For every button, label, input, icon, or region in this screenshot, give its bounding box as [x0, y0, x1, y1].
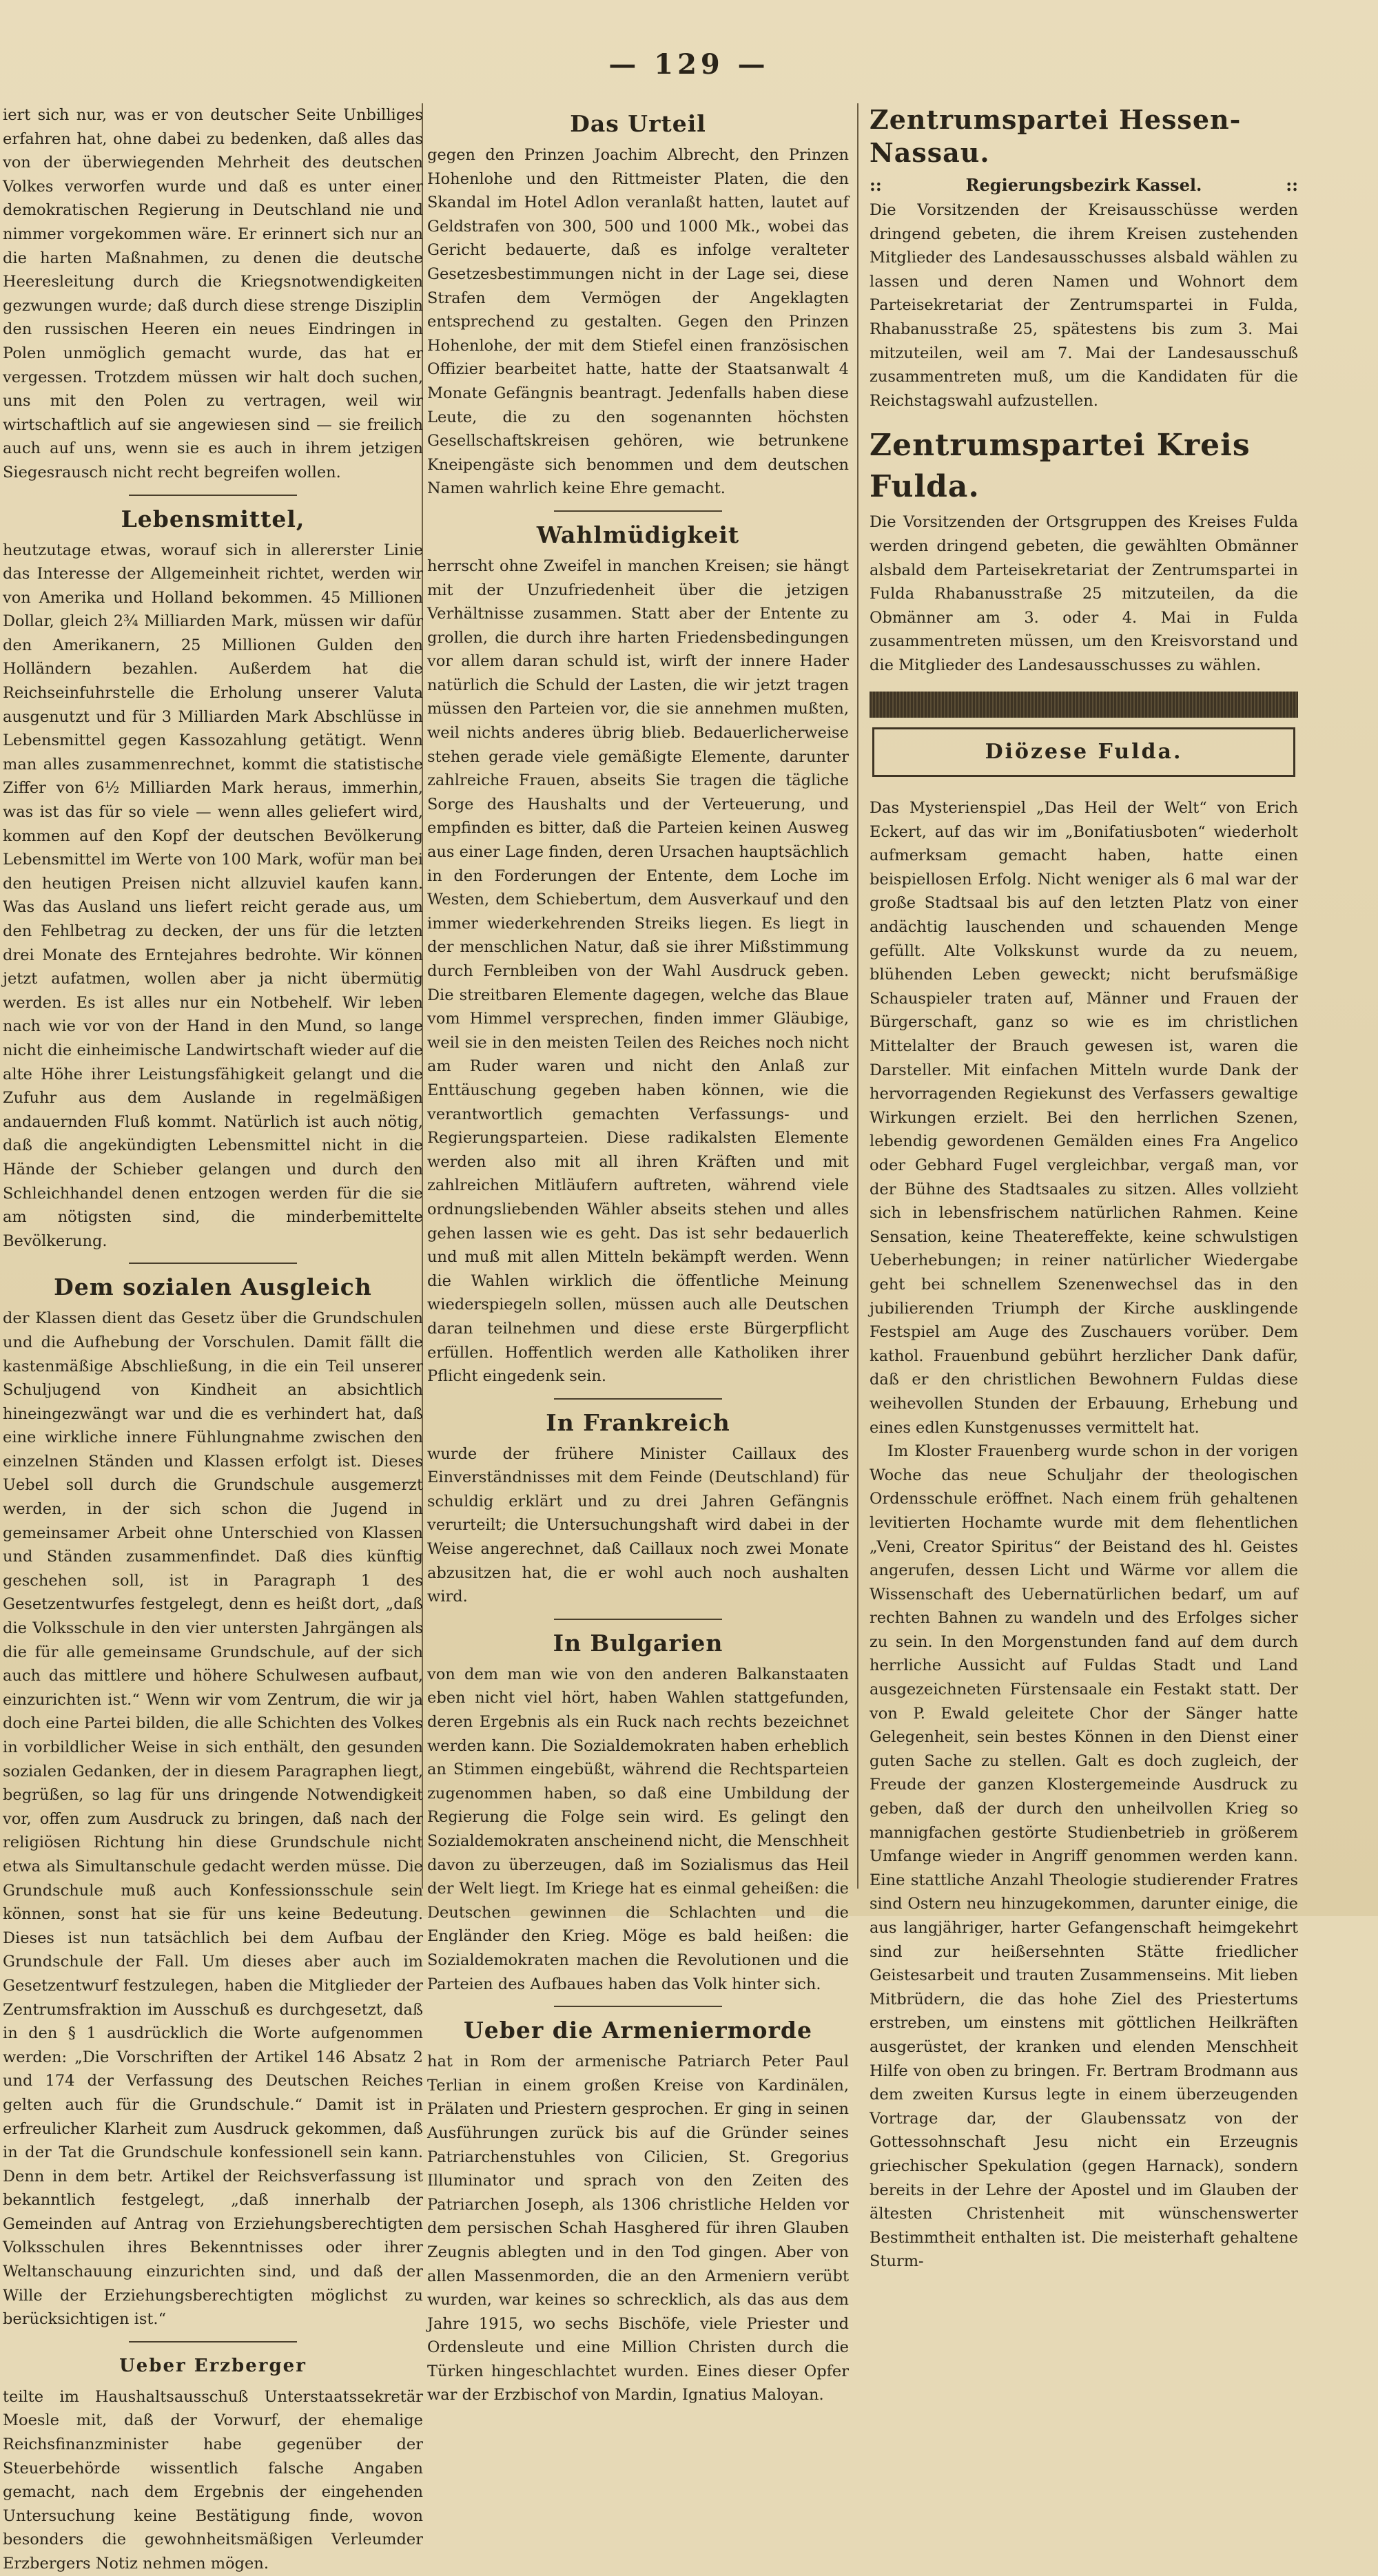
headline-erzberger: Ueber Erzberger: [119, 2355, 307, 2376]
article-lebensmittel: heutzutage etwas, worauf sich in allererster Linie das Interesse der Allgemeinheit richtet, werden wir von Amerika und Holland bekommen. 45 Millionen Dollar, gleich 2¾ Milliarden Mark, müssen wir dafür den Amerikanern, 25 Millionen Gulden den Holländern bezahlen. Außerdem hat die Reichseinfuhrstelle die Erholung unserer Valuta ausgenutzt und für 3 Milliarden Mark Abschlüsse in Lebensmittel gegen Kassozahlung getätigt. Wenn man alles zusammenrechnet, kommt die statistische Ziffer von 6½ Milliarden Mark heraus, immerhin, was ist das für so viele — wenn alles geliefert wird, kommen auf den Kopf der deutschen Bevölkerung Lebensmittel im Werte von 100 Mark, wofür man bei den heutigen Preisen nicht allzuviel kaufen kann. Was das Ausland uns liefert reicht gerade aus, um den Fehlbetrag zu decken, der uns für die letzten drei Monate des Erntejahres bedrohte. Wir können jetzt aufatmen, wollen aber ja nicht übermütig werden. Es ist alles nur ein Notbehelf. Wir leben nach wie vor von der Hand in den Mund, so lange nicht die einheimische Landwirtschaft wieder auf die alte Höhe ihrer Leistungsfähigkeit gelangt und die Zufuhr aus dem Auslande in regelmäßigen andauernden Fluß kommt. Natürlich ist auch nötig, daß die angekündigten Lebensmittel nicht in die Hände der Schieber gelangen und durch den Schleichhandel denen entzogen werden für die sie am nötigsten sind, die minderbemittelte Bevölkerung.: [3, 541, 423, 1250]
column-1: [0, 103, 423, 2573]
column-2: [427, 103, 849, 2404]
headline-frankreich: In Frankreich: [546, 1409, 730, 1436]
section-box-dioezese-fulda: [872, 727, 1295, 778]
column-rule-2: [857, 103, 858, 1889]
headline-sozialer-ausgleich: Dem sozialen Ausgleich: [54, 1274, 372, 1301]
notice-zentrum-hessen-nassau: Die Vorsitzenden der Kreisausschüsse werden dringend gebeten, die ihrem Kreisen zustehenden Mitglieder des Landesausschusses alsbald wählen zu lassen und deren Namen und Wohnort dem Parteisekretariat der Zentrumspartei in Fulda, Rhabanusstraße 25, spätestens bis zum 3. Mai mitzuteilen, weil am 7. Mai der Landesausschuß zusammentreten muß, um die Kandidaten für die Reichstagswahl aufzustellen.: [870, 201, 1298, 410]
article-frankreich: wurde der frühere Minister Caillaux des Einverständnisses mit dem Feinde (Deutschland) für schuldig erklärt und zu drei Jahren Gefängnis verurteilt; die Untersuchungshaft wird dabei in der Weise angerechnet, daß Caillaux noch zwei Monate abzusitzen hat, die er wohl auch noch aushalten wird.: [427, 1444, 849, 1606]
article-sozialer-ausgleich: der Klassen dient das Gesetz über die Grundschulen und die Aufhebung der Vorschulen. Damit fällt die kastenmäßige Abschließung, in die ein Teil unserer Schuljugend von Kindheit an absichtlich hineingezwängt war und die es verhindert hat, daß eine wirkliche innere Fühlungnahme zwischen den einzelnen Ständen und Klassen erfolgt ist. Dieses Uebel soll durch die Grundschule ausgemerzt werden, in der sich schon die Jugend in gemeinsamer Arbeit ohne Unterschied von Klassen und Ständen zusammenfindet. Daß dies künftig geschehen soll, ist in Paragraph 1 des Gesetzentwurfes festgelegt, denn es heißt dort, „daß die Volksschule in den vier untersten Jahrgängen als die für alle gemeinsame Grundschule, auf der sich auch das mittlere und höhere Schulwesen aufbaut, einzurichten ist.“ Wenn wir vom Zentrum, die wir ja doch eine Partei bilden, die alle Schichten des Volkes in vorbildlicher Weise in sich enthält, den gesunden sozialen Gedanken, der in diesem Paragraphen liegt, begrüßen, so lag für uns dringende Notwendigkeit vor, offen zum Ausdruck zu bringen, daß nach der religiösen Richtung hin diese Grundschule nicht etwa als Simultanschule gedacht werden müsse. Die Grundschule muß auch Konfessionsschule sein können, sonst hat sie für uns keine Bedeutung. Dieses ist nun tatsächlich bei dem Aufbau der Grundschule der Fall. Um dieses aber auch im Gesetzentwurf festzulegen, haben die Mitglieder der Zentrumsfraktion im Ausschuß es durchgesetzt, daß in den § 1 ausdrücklich die Worte aufgenommen werden: „Die Vorschriften der Artikel 146 Absatz 2 und 174 der Verfassung des Deutschen Reiches gelten auch für die Grundschule.“ Damit ist in erfreulicher Klarheit zum Ausdruck gekommen, daß in der Tat die Grundschule konfessionell sein kann. Denn in dem betr. Artikel der Reichsverfassung ist bekanntlich festgelegt, „daß innerhalb der Gemeinden auf Antrag von Erziehungsberechtigten Volksschulen ihres Bekenntnisses oder ihrer Weltanschauung einzurichten sind, und daß der Wille der Erziehungsberechtigten möglichst zu berücksichtigen ist.“: [3, 1309, 423, 2329]
separator: [554, 510, 723, 512]
article-armeniermorde: hat in Rom der armenische Patriarch Peter Paul Terlian in einem großen Kreise von Kardinälen, Prälaten und Priestern gesprochen. Er ging in seinen Ausführungen zurück bis auf die Gründer seines Patriarchenstuhles von Cilicien, St. Gregorius Illuminator und sprach von den Zeiten des Patriarchen Joseph, als 1306 christliche Helden vor dem persischen Schah Hasghered für ihren Glauben Zeugnis ablegten und in den Tod gingen. Aber von allen Massenmorden, die an den Armeniern verübt wurden, war keines so schrecklich, als das aus dem Jahre 1915, wo sechs Bischöfe, viele Priester und Ordensleute und eine Million Christen durch die Türken hingeschlachtet wurden. Eines dieser Opfer war der Erzbischof von Mardin, Ignatius Maloyan.: [427, 2053, 849, 2404]
separator: [554, 1398, 723, 1400]
decorative-band: [870, 692, 1298, 718]
article-erzberger: teilte im Haushaltsausschuß Unterstaatssekretär Moesle mit, daß der Vorwurf, der ehemalige Reichsfinanzminister habe gegenüber der Steuerbehörde wissentlich falsche Angaben gemacht, nach dem Ergebnis der eingehenden Untersuchung keine Bestätigung finde, wovon besonders die gewohnheitsmäßigen Verleumder Erzbergers Notiz nehmen mögen.: [3, 2387, 423, 2573]
separator: [129, 1263, 297, 1264]
headline-urteil: Das Urteil: [570, 110, 706, 137]
decor-marker-right: ::: [1286, 175, 1298, 195]
article-kloster-frauenberg: Im Kloster Frauenberg wurde schon in der vorigen Woche das neue Schuljahr der theologischen Ordensschule eröffnet. Nach einem früh gehaltenen levitierten Hochamte wurde mit dem flehentlichen „Veni, Creator Spiritus“ der Beistand des hl. Geistes angerufen, dessen Licht und Wärme vor allem die Wissenschaft des Uebernatürlichen bedarf, um auf rechten Bahnen zu wandeln und des Erfolges sicher zu sein. In den Morgenstunden fand auf dem durch herrliche Aussicht auf Fuldas Stadt und Land ausgezeichneten Fürstensaale ein Festakt statt. Der von P. Ewald geleitete Chor der Sänger hatte Gelegenheit, sein bestes Können in den Dienst einer guten Sache zu stellen. Galt es doch zugleich, der Freude der ganzen Klostergemeinde Ausdruck zu geben, daß der durch den unheilvollen Krieg so mannigfachen gestörte Studienbetrieb in größerem Umfange wieder in Angriff genommen werden kann. Eine stattliche Anzahl Theologie studierender Fratres sind Ostern neu hinzugekommen, darunter einige, die aus langjähriger, harter Gefangenschaft heimgekehrt sind zur heißersehnten Stätte friedlicher Geistesarbeit und trauten Zusammenseins. Mit lieben Mitbrüdern, die das hohe Ziel des Priestertums erstreben, um einstens mit göttlichen Heilkräften ausgerüstet, der kranken und elenden Menschheit Hilfe von oben zu bringen. Fr. Bertram Brodmann aus dem zweiten Kursus legte in einem überzeugenden Vortrage dar, der Glaubenssatz von der Gottessohnschaft Jesu nicht ein Erzeugnis griechischer Spekulation (gegen Harnack), sondern bereits in der Lehre der Apostel und im Glauben der ältesten Christenheit mit wünschenswerter Bestimmtheit enthalten ist. Die meisterhaft gehaltene Sturm-: [870, 1442, 1298, 2271]
section-title: Diözese Fulda.: [985, 739, 1183, 764]
separator: [554, 2006, 723, 2007]
headline-bulgarien: In Bulgarien: [553, 1629, 723, 1656]
decor-marker-left: ::: [870, 175, 882, 195]
headline-lebensmittel: Lebensmittel,: [121, 505, 305, 532]
article-mysterienspiel: Das Mysterienspiel „Das Heil der Welt“ von Erich Eckert, auf das wir im „Bonifatiusboten“ wiederholt aufmerksam gemacht haben, hatte einen beispiellosen Erfolg. Nicht weniger als 6 mal war der große Stadtsaal bis auf den letzten Platz von einer andächtig lauschenden und schauenden Menge gefüllt. Alte Volkskunst wurde da zu neuem, blühenden Leben geweckt; nicht berufsmäßige Schauspieler traten auf, Männer und Frauen der Bürgerschaft, ganz so wie es im christlichen Mittelalter der Brauch gewesen ist, waren die Darsteller. Mit einfachen Mitteln wurde Dank der hervorragenden Regiekunst des Verfassers gewaltige Wirkungen erzielt. Bei den herrlichen Szenen, lebendig gewordenen Gemälden eines Fra Angelico oder Gebhard Fugel vergleichbar, vergaß man, vor der Bühne des Stadtsaales zu sitzen. Alles vollzieht sich in lebensfrischem natürlichen Rahmen. Keine Sensation, keine Theatereffekte, keine schwulstigen Ueberhebungen; in reiner natürlicher Wiedergabe geht bei schnellem Szenenwechsel das in den jubilierenden Triumph der Kirche ausklingende Festspiel am Auge des Zuschauers vorüber. Dem kathol. Frauenbund gebührt herzlicher Dank dafür, daß er den christlichen Bewohnern Fuldas diese weihevollen Stunden der Erbauung, Erhebung und eines edlen Kunstgenusses vermittelt hat.: [870, 799, 1298, 1437]
article-wahlmuedigkeit: herrscht ohne Zweifel in manchen Kreisen; sie hängt mit der Unzufriedenheit über die jetzigen Verhältnisse zusammen. Statt aber der Entente zu grollen, die durch ihre harten Friedensbedingungen vor allem daran schuld ist, wirft der innere Hader natürlich die Schuld der Lasten, die wir jetzt tragen müssen den Parteien vor, die sie annehmen mußten, weil nichts anderes übrig blieb. Bedauerlicherweise stehen gerade viele gemäßigte Elemente, darunter zahlreiche Frauen, abseits Sie tragen die tägliche Sorge des Haushalts und der Verteuerung, und empfinden es bitter, daß die Parteien keinen Ausweg aus einer Lage finden, deren Ursachen hauptsächlich in den Forderungen der Entente, dem Loche im Westen, dem Schiebertum, dem Ausverkauf und den immer wiederkehrenden Streiks liegen. Es liegt in der menschlichen Natur, daß sie ihrer Mißstimmung durch Fernbleiben von der Wahl Ausdruck geben. Die streitbaren Elemente dagegen, welche das Blaue vom Himmel versprechen, finden immer Gläubige, weil sie in den meisten Teilen des Reiches noch nicht am Ruder waren und nicht den Anlaß zur Enttäuschung gegeben haben können, wie die verantwortlich gemachten Verfassungs- und Regierungsparteien. Diese radikalsten Elemente werden also mit all ihren Kräften und mit zahlreichen Mitläufern auftreten, während viele ordnungsliebenden Wähler abseits stehen und alles gehen lassen wie es geht. Das ist sehr bedauerlich und muß mit allen Mitteln bekämpft werden. Wenn die Wahlen wirklich die öffentliche Meinung wiederspiegeln sollen, müssen auch alle Deutschen daran teilnehmen und diese erste Bürgerpflicht erfüllen. Hoffentlich werden alle Katholiken ihrer Pflicht eingedenk sein.: [427, 557, 849, 1386]
separator: [129, 495, 297, 496]
article-continued-text: iert sich nur, was er von deutscher Seite Unbilliges erfahren hat, ohne dabei zu bedenken, daß alles das von der überwiegenden Mehrheit des deutschen Volkes verworfen wurde und daß es unter einer demokratischen Regierung in Deutschland nie und nimmer vorgekommen wäre. Er erinnert sich nur an die harten Maßnahmen, zu denen die deutsche Heeresleitung durch die Kriegsnotwendigkeiten gezwungen wurde; daß durch diese strenge Disziplin den russischen Heeren ein neues Eindringen in Polen unmöglich gemacht wurde, das hat er vergessen. Trotzdem müssen wir halt doch suchen, uns mit den Polen zu vertragen, weil wir wirtschaftlich auf sie angewiesen sind — sie freilich auch auf uns, wenn sie es auch in ihrem jetzigen Siegesrausch nicht recht begreifen wollen.: [3, 106, 423, 481]
headline-wahlmuedigkeit: Wahlmüdigkeit: [536, 521, 740, 548]
headline-zentrum-hessen-nassau: Zentrumspartei Hessen-Nassau.: [870, 104, 1242, 168]
notice-zentrum-kreis-fulda: Die Vorsitzenden der Ortsgruppen des Kreises Fulda werden dringend gebeten, die gewählten Obmänner alsbald dem Parteisekretariat der Zentrumspartei in Fulda Rhabanusstraße 25 mitzuteilen, da die Obmänner am 3. oder 4. Mai in Fulda zusammentreten müssen, um den Kreisvorstand und die Mitglieder des Landesausschusses zu wählen.: [870, 513, 1298, 674]
subheading-text: Regierungsbezirk Kassel.: [965, 175, 1202, 195]
page-number: — 129 —: [608, 48, 770, 81]
separator: [129, 2341, 297, 2343]
subheading-regierungsbezirk: [870, 172, 1298, 198]
headline-zentrum-kreis-fulda: Zentrumspartei Kreis Fulda.: [870, 428, 1251, 505]
headline-armeniermorde: Ueber die Armeniermorde: [463, 2017, 812, 2044]
article-bulgarien: von dem man wie von den anderen Balkanstaaten eben nicht viel hört, haben Wahlen stattgefunden, deren Ergebnis als ein Ruck nach rechts bezeichnet werden kann. Die Sozialdemokraten haben erheblich an Stimmen eingebüßt, während die Rechtsparteien zugenommen haben, so daß eine Umbildung der Regierung die Folge sein wird. Es gelingt den Sozialdemokraten anscheinend nicht, die Menschheit davon zu überzeugen, daß im Sozialismus das Heil der Welt liegt. Im Kriege hat es einmal geheißen: die Deutschen gewinnen die Schlachten und die Engländer den Krieg. Möge es bald heißen: die Sozialdemokraten machen die Revolutionen und die Parteien des Aufbaues haben das Volk hinter sich.: [427, 1665, 849, 1993]
column-3: [870, 103, 1298, 2271]
separator: [554, 1619, 723, 1620]
article-urteil: gegen den Prinzen Joachim Albrecht, den Prinzen Hohenlohe und den Rittmeister Platen, die den Skandal im Hotel Adlon veranlaßt hatten, lautet auf Geldstrafen von 300, 500 und 1000 Mk., wobei das Gericht bedauerte, daß es infolge veralteter Gesetzesbestimmungen nicht in der Lage sei, diese Strafen dem Vermögen der Angeklagten entsprechend zu gestalten. Gegen den Prinzen Hohenlohe, der mit dem Stiefel einen französischen Offizier bearbeitet hatte, hatte der Staatsanwalt 4 Monate Gefängnis beantragt. Jedenfalls haben diese Leute, die zu den sogenannten höchsten Gesellschaftskreisen gehören, wie betrunkene Kneipengäste sich benommen und dem deutschen Namen wahrlich keine Ehre gemacht.: [427, 146, 849, 498]
